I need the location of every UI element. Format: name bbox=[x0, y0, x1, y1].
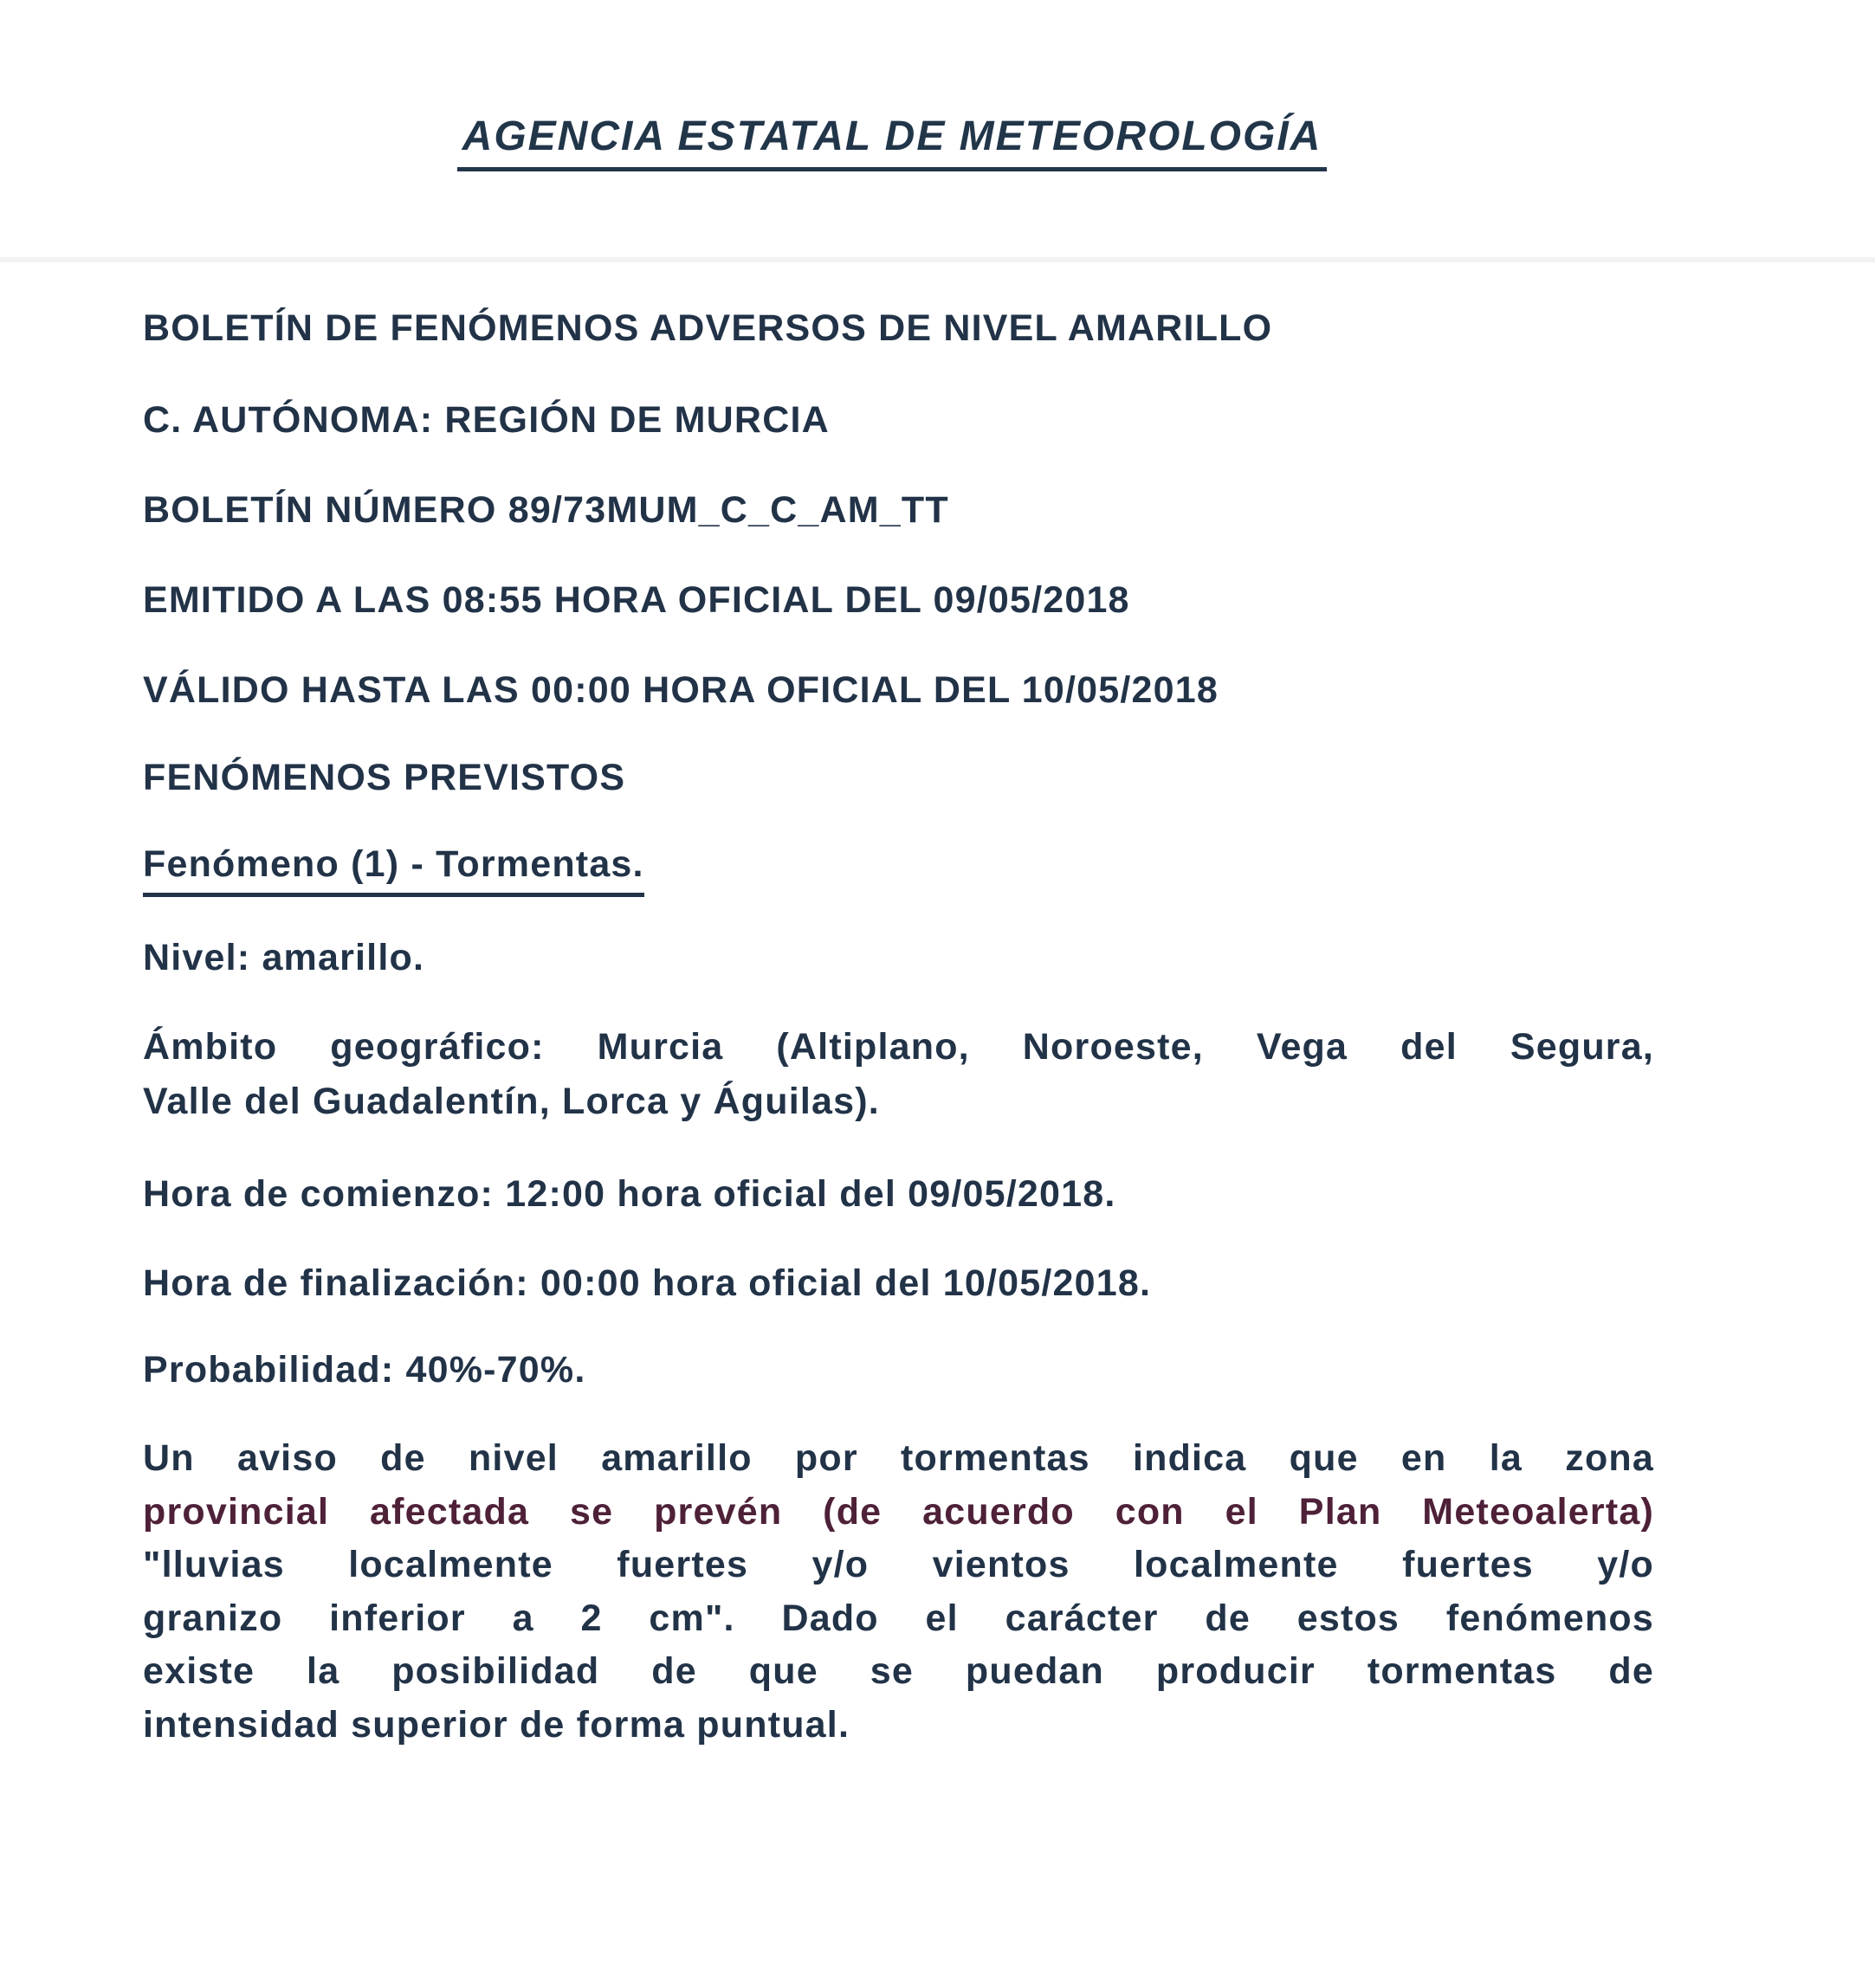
fenomeno-titulo-text: Fenómeno (1) - Tormentas. bbox=[143, 842, 644, 897]
bulletin-valido: VÁLIDO HASTA LAS 00:00 HORA OFICIAL DEL 10/05/2018 bbox=[143, 669, 1219, 711]
fenomeno-hora-comienzo: Hora de comienzo: 12:00 hora oficial del 09/05/2018. bbox=[143, 1173, 1116, 1215]
aviso-paragraph-line-5: existe la posibilidad de que se puedan producir tormentas de bbox=[143, 1650, 1654, 1692]
aviso-paragraph-line-4: granizo inferior a 2 cm". Dado el carácter de estos fenómenos bbox=[143, 1598, 1654, 1639]
aviso-paragraph-line-2: provincial afectada se prevén (de acuerdo con el Plan Meteoalerta) bbox=[143, 1491, 1654, 1533]
bulletin-numero: BOLETÍN NÚMERO 89/73MUM_C_C_AM_TT bbox=[143, 489, 949, 531]
agency-title: AGENCIA ESTATAL DE METEOROLOGÍA bbox=[457, 113, 1328, 171]
bulletin-emitido: EMITIDO A LAS 08:55 HORA OFICIAL DEL 09/05/2018 bbox=[143, 579, 1130, 621]
aviso-paragraph-line-3: "lluvias localmente fuertes y/o vientos localmente fuertes y/o bbox=[143, 1544, 1654, 1585]
scan-artifact-band bbox=[0, 257, 1875, 262]
aviso-paragraph-line-1: Un aviso de nivel amarillo por tormentas indica que en la zona bbox=[143, 1437, 1654, 1479]
fenomeno-nivel: Nivel: amarillo. bbox=[143, 937, 425, 978]
bulletin-heading: BOLETÍN DE FENÓMENOS ADVERSOS DE NIVEL AMARILLO bbox=[143, 307, 1273, 349]
fenomeno-probabilidad: Probabilidad: 40%-70%. bbox=[143, 1349, 586, 1391]
fenomeno-hora-finalizacion: Hora de finalización: 00:00 hora oficial del 10/05/2018. bbox=[143, 1262, 1152, 1304]
document-header bbox=[0, 113, 1784, 171]
bulletin-comunidad-autonoma: C. AUTÓNOMA: REGIÓN DE MURCIA bbox=[143, 399, 830, 441]
fenomeno-ambito-line-2: Valle del Guadalentín, Lorca y Águilas). bbox=[143, 1081, 880, 1122]
fenomenos-previstos-label: FENÓMENOS PREVISTOS bbox=[143, 757, 626, 798]
aviso-paragraph-line-6: intensidad superior de forma puntual. bbox=[143, 1704, 850, 1746]
fenomeno-ambito-line-1: Ámbito geográfico: Murcia (Altiplano, Noroeste, Vega del Segura, bbox=[143, 1026, 1654, 1068]
fenomeno-titulo bbox=[143, 842, 1654, 897]
